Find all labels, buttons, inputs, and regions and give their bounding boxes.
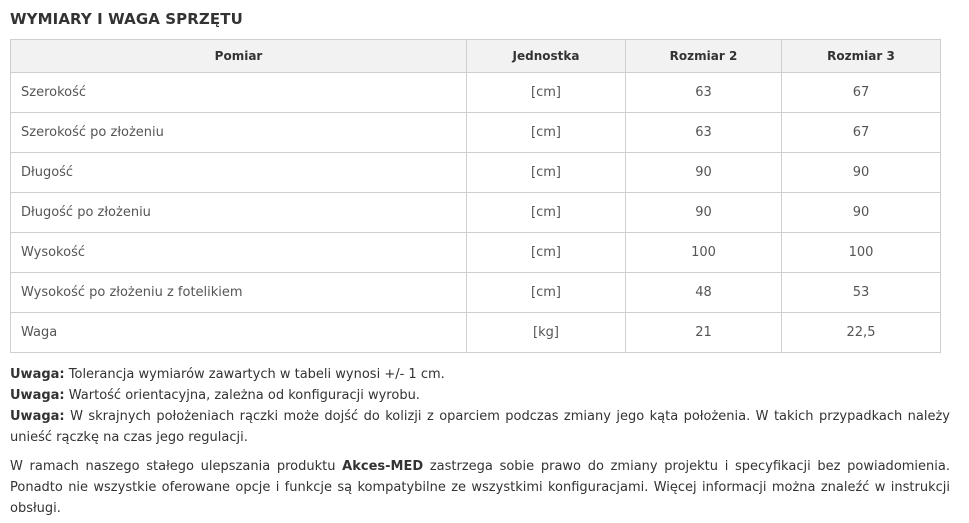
measure-cell: Długość [11,153,467,193]
note-label: Uwaga: [10,409,65,424]
note-text: Wartość orientacyjna, zależna od konfiguracji wyrobu. [64,388,420,403]
measure-cell: Waga [11,313,467,353]
notes-block [10,364,950,519]
note-handle [10,406,950,448]
note-text: Tolerancja wymiarów zawartych w tabeli wynosi +/- 1 cm. [64,367,445,382]
size-3-cell: 67 [782,73,941,113]
section-title: WYMIARY I WAGA SPRZĘTU [10,10,243,28]
unit-cell: [cm] [467,273,626,313]
size-3-cell: 90 [782,193,941,233]
measure-cell: Długość po złożeniu [11,193,467,233]
size-3-cell: 100 [782,233,941,273]
size-2-cell: 90 [626,193,782,233]
table-row [11,193,941,233]
unit-cell: [cm] [467,233,626,273]
size-3-cell: 53 [782,273,941,313]
unit-cell: [cm] [467,113,626,153]
disclaimer-text-after: zastrzega sobie prawo do zmiany projektu i specyfikacji bez powiadomienia. Ponadto nie wszystkie oferowane opcje i funkcje są kompatybilne ze wszystkimi konfiguracjami. Więcej informacji można znaleźć w instrukcji obsługi. [10,459,950,516]
unit-cell: [cm] [467,193,626,233]
header-rozmiar-3: Rozmiar 3 [782,40,941,73]
note-text: W skrajnych położeniach rączki może dojść do kolizji z oparciem podczas zmiany jego kąta położenia. W takich przypadkach należy unieść rączkę na czas jego regulacji. [10,409,950,445]
table-row [11,113,941,153]
table-row [11,233,941,273]
size-3-cell: 67 [782,113,941,153]
size-3-cell: 90 [782,153,941,193]
brand-name: Akces-MED [342,459,424,474]
size-3-cell: 22,5 [782,313,941,353]
unit-cell: [kg] [467,313,626,353]
table-row [11,73,941,113]
measure-cell: Szerokość [11,73,467,113]
unit-cell: [cm] [467,153,626,193]
dimensions-table [10,39,941,353]
measure-cell: Szerokość po złożeniu [11,113,467,153]
header-jednostka: Jednostka [467,40,626,73]
header-pomiar: Pomiar [11,40,467,73]
measure-cell: Wysokość [11,233,467,273]
size-2-cell: 21 [626,313,782,353]
table-header-row [11,40,941,73]
table-row [11,313,941,353]
table-row [11,273,941,313]
disclaimer-paragraph [10,456,950,519]
measure-cell: Wysokość po złożeniu z fotelikiem [11,273,467,313]
note-orientation [10,385,950,406]
size-2-cell: 63 [626,113,782,153]
size-2-cell: 63 [626,73,782,113]
disclaimer-text-before: W ramach naszego stałego ulepszania produktu [10,459,343,474]
note-label: Uwaga: [10,367,65,382]
header-rozmiar-2: Rozmiar 2 [626,40,782,73]
size-2-cell: 100 [626,233,782,273]
unit-cell: [cm] [467,73,626,113]
size-2-cell: 48 [626,273,782,313]
note-label: Uwaga: [10,388,65,403]
size-2-cell: 90 [626,153,782,193]
note-tolerance [10,364,950,385]
table-row [11,153,941,193]
